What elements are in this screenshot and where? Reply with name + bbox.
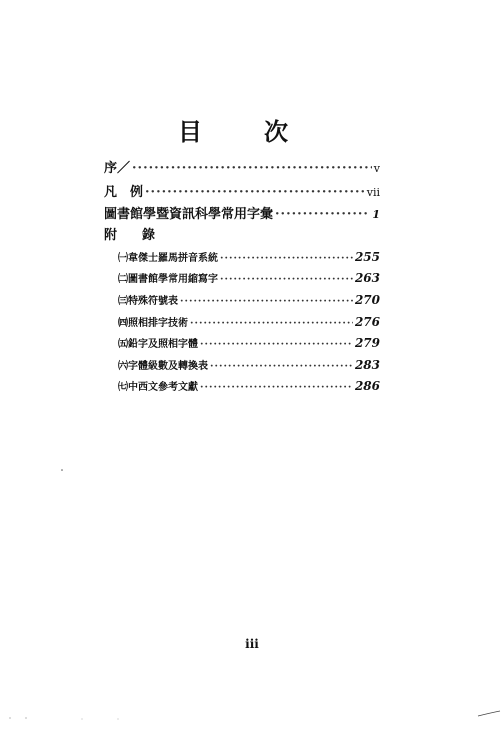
toc-entry-label: 圖書館學暨資訊科學常用字彙 [104, 207, 274, 222]
page-number: iii [245, 637, 259, 651]
dot-leader [180, 296, 353, 307]
toc-title-char-1: 目 [178, 117, 202, 146]
toc-entry-page: 1 [372, 208, 380, 221]
appendix-entry-page: 283 [354, 358, 380, 372]
toc-entry-label: 凡 例 [104, 185, 144, 200]
appendix-entry-page: 276 [354, 315, 380, 329]
toc-entry-preface [104, 157, 380, 176]
dot-leader [210, 361, 353, 372]
appendix-entry-label: ㈠韋傑士羅馬拼音系統 [118, 253, 218, 264]
toc-entry-label: 序／ [104, 161, 131, 176]
appendix-entry-page: 270 [354, 293, 380, 307]
dot-leader [200, 339, 353, 350]
toc-entry-guide [104, 181, 380, 200]
appendix-entry-4 [118, 314, 380, 329]
toc-entry-page: v [373, 162, 380, 175]
dot-leader [200, 382, 353, 393]
toc-entry-page: vii [366, 186, 380, 199]
appendix-entry-label: ㈥字體級數及轉換表 [118, 361, 208, 372]
toc-title-char-2: 次 [264, 117, 288, 146]
dot-leader [220, 274, 353, 285]
appendix-entry-page: 263 [354, 271, 380, 285]
dot-leader [220, 253, 353, 264]
toc-entry-glossary [104, 203, 380, 222]
appendix-entry-2 [118, 270, 380, 285]
appendix-entry-label: ㈤鉛字及照相字體 [118, 339, 198, 350]
appendix-heading: 附 錄 [104, 228, 162, 243]
appendix-entry-label: ㈢特殊符號表 [118, 296, 178, 307]
appendix-entry-3 [118, 292, 380, 307]
appendix-entry-1 [118, 249, 380, 264]
appendix-entry-page: 255 [354, 250, 380, 264]
appendix-entry-5 [118, 335, 380, 350]
dot-leader [132, 161, 372, 176]
appendix-entry-page: 279 [354, 336, 380, 350]
appendix-entry-7 [118, 378, 380, 393]
appendix-entry-label: ㈣照相排字技術 [118, 318, 188, 329]
appendix-entry-label: ㈦中西文參考文獻 [118, 382, 198, 393]
appendix-entry-page: 286 [354, 379, 380, 393]
dot-leader [190, 318, 353, 329]
dot-leader [145, 185, 365, 200]
appendix-entry-6 [118, 357, 380, 372]
appendix-entry-label: ㈡圖書館學常用縮寫字 [118, 274, 218, 285]
dot-leader [275, 207, 370, 222]
